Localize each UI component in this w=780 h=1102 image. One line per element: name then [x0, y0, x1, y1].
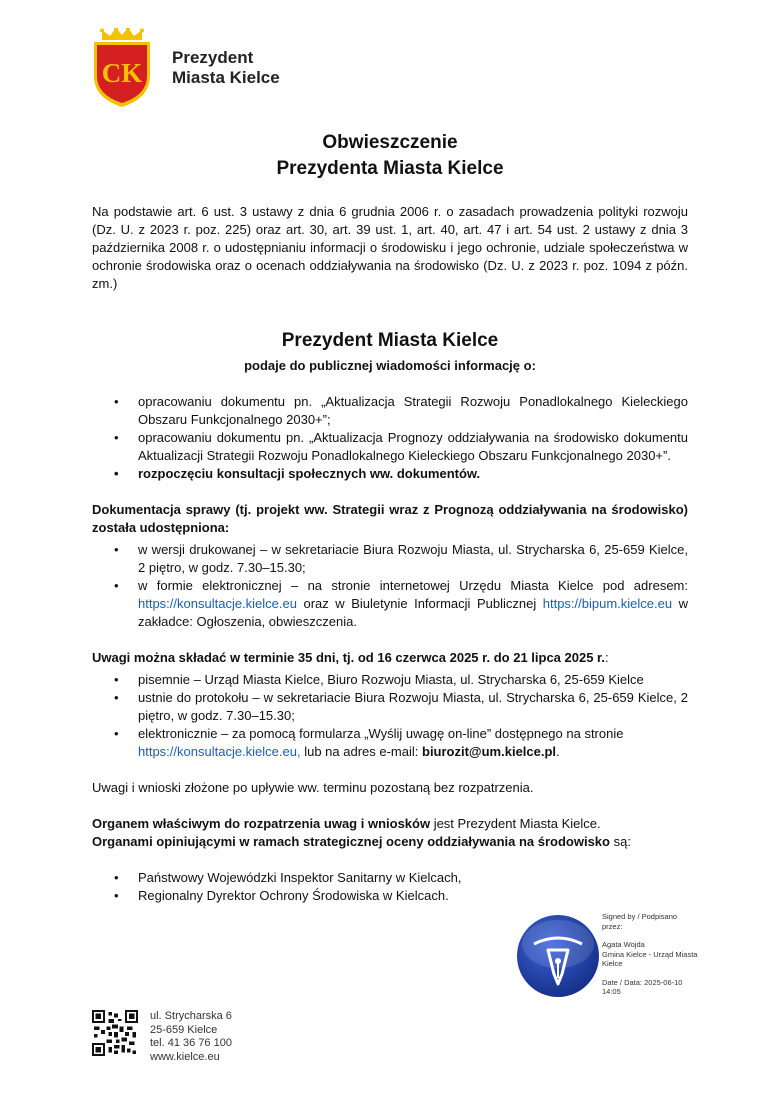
- remarks-heading: [92, 649, 688, 667]
- remarks-heading-suffix: :: [605, 650, 609, 665]
- signer-organization: Gmina Kielce - Urząd Miasta Kielce: [602, 949, 698, 968]
- list-item: • ustnie do protokołu – w sekretariacie Biura Rozwoju Miasta, ul. Strycharska 6, 25-659 Kielce, 2 piętro, w godz. 7.30–15.30;: [92, 689, 688, 725]
- item-text: w formie elektronicznej – na stronie internetowej Urzędu Miasta Kielce pod adresem:: [138, 578, 688, 593]
- letterhead: [92, 28, 280, 108]
- header-line-2: Miasta Kielce: [172, 68, 280, 87]
- list-item: • Państwowy Wojewódzki Inspektor Sanitarny w Kielcach,: [92, 869, 688, 887]
- list-item: • opracowaniu dokumentu pn. „Aktualizacja Strategii Rozwoju Ponadlokalnego Kieleckiego Obszaru Funkcjonalnego 2030+”;: [92, 393, 688, 429]
- footer: [92, 1010, 232, 1064]
- header-line-1: Prezydent: [172, 48, 254, 67]
- list-item: • Regionalny Dyrektor Ochrony Środowiska w Kielcach.: [92, 887, 688, 905]
- item-text: oraz w Biuletynie Informacji Publicznej: [296, 596, 543, 611]
- late-remarks-note: Uwagi i wnioski złożone po upływie ww. terminu pozostaną bez rozpatrzenia.: [92, 780, 534, 795]
- authority-line-1: [92, 815, 688, 833]
- item-text: elektronicznie – za pomocą formularza „Wyślij uwagę on-line” dostępnego na stronie: [138, 726, 624, 741]
- authority-bold: Organem właściwym do rozpatrzenia uwag i wniosków: [92, 816, 431, 831]
- signer-name: Agata Wojda: [602, 940, 645, 949]
- authority-rest: jest Prezydent Miasta Kielce.: [430, 816, 601, 831]
- info-list: [92, 393, 688, 483]
- footer-street: ul. Strycharska 6: [150, 1010, 232, 1022]
- documentation-heading: Dokumentacja sprawy (tj. projekt ww. Strategii wraz z Prognozą oddziaływania na środowisko) została udostępniona:: [92, 502, 688, 535]
- item-text: w zakładce: Ogłoszenia, obwieszczenia.: [138, 596, 688, 629]
- section-subheading: podaje do publicznej wiadomości informację o:: [244, 358, 536, 373]
- list-item: • pisemnie – Urząd Miasta Kielce, Biuro Rozwoju Miasta, ul. Strycharska 6, 25-659 Kielce: [92, 671, 688, 689]
- konsultacje-form-link[interactable]: https://konsultacje.kielce.eu,: [138, 744, 301, 759]
- document-body: [92, 203, 688, 905]
- list-item: • w wersji drukowanej – w sekretariacie Biura Rozwoju Miasta, ul. Strycharska 6, 25-659 Kielce, 2 piętro, w godz. 7.30–15.30;: [92, 541, 688, 577]
- footer-website[interactable]: www.kielce.eu: [150, 1050, 220, 1063]
- qr-code-icon: [92, 1010, 138, 1056]
- list-item: • rozpoczęciu konsultacji społecznych ww. dokumentów.: [92, 465, 688, 483]
- footer-city: 25-659 Kielce: [150, 1023, 218, 1036]
- crest-letters: CK: [101, 58, 143, 88]
- footer-phone: tel. 41 36 76 100: [150, 1037, 232, 1049]
- signed-by-label: Signed by / Podpisano przez:: [602, 912, 678, 931]
- legal-basis-paragraph: Na podstawie art. 6 ust. 3 ustawy z dnia 6 grudnia 2006 r. o zasadach prowadzenia polityki rozwoju (Dz. U. z 2023 r. poz. 225) oraz art. 30, art. 39 ust. 1, art. 40, art. 47 i art. 54 ust. 2 ustawy z dnia 3 października 2008 r. o udostępnianiu informacji o środowisku i jego ochronie, udziale społeczeństwa w ochronie środowiska oraz o ocenach oddziaływania na środowisko (Dz. U. z 2023 r. poz. 1094 z późn. zm.): [92, 204, 688, 291]
- kielce-crest-logo: [92, 28, 152, 108]
- documentation-list: [92, 541, 688, 631]
- email-address[interactable]: biurozit@um.kielce.pl: [422, 744, 557, 759]
- list-item: [92, 725, 688, 761]
- authority-rest: są:: [609, 834, 631, 849]
- section-heading: Prezydent Miasta Kielce: [281, 330, 499, 351]
- electronic-signature: [516, 912, 696, 1002]
- item-text: lub na adres e-mail:: [300, 744, 422, 759]
- authority-line-2: [92, 833, 688, 851]
- document-title: [90, 130, 690, 182]
- authority-bold: Organami opiniującymi w ramach strategicznej oceny oddziaływania na środowisko: [92, 834, 610, 849]
- signature-pen-icon: [516, 914, 600, 998]
- bip-link[interactable]: https://bipum.kielce.eu: [542, 596, 673, 611]
- opinion-bodies-list: [92, 869, 688, 905]
- remarks-list: [92, 671, 688, 761]
- signature-date: Date / Data: 2025-06-10 14:05: [602, 977, 683, 996]
- list-item: [92, 577, 688, 631]
- konsultacje-link[interactable]: https://konsultacje.kielce.eu: [138, 596, 297, 611]
- remarks-heading-text: Uwagi można składać w terminie 35 dni, tj. od 16 czerwca 2025 r. do 21 lipca 2025 r.: [92, 650, 606, 665]
- title-line-1: Obwieszczenie: [322, 132, 458, 153]
- item-text: .: [556, 744, 560, 759]
- title-line-2: Prezydenta Miasta Kielce: [276, 158, 504, 179]
- list-item: • opracowaniu dokumentu pn. „Aktualizacja Prognozy oddziaływania na środowisko dokumentu Aktualizacji Strategii Rozwoju Ponadlokalnego Kieleckiego Obszaru Funkcjonalnego 2030+”.: [92, 429, 688, 465]
